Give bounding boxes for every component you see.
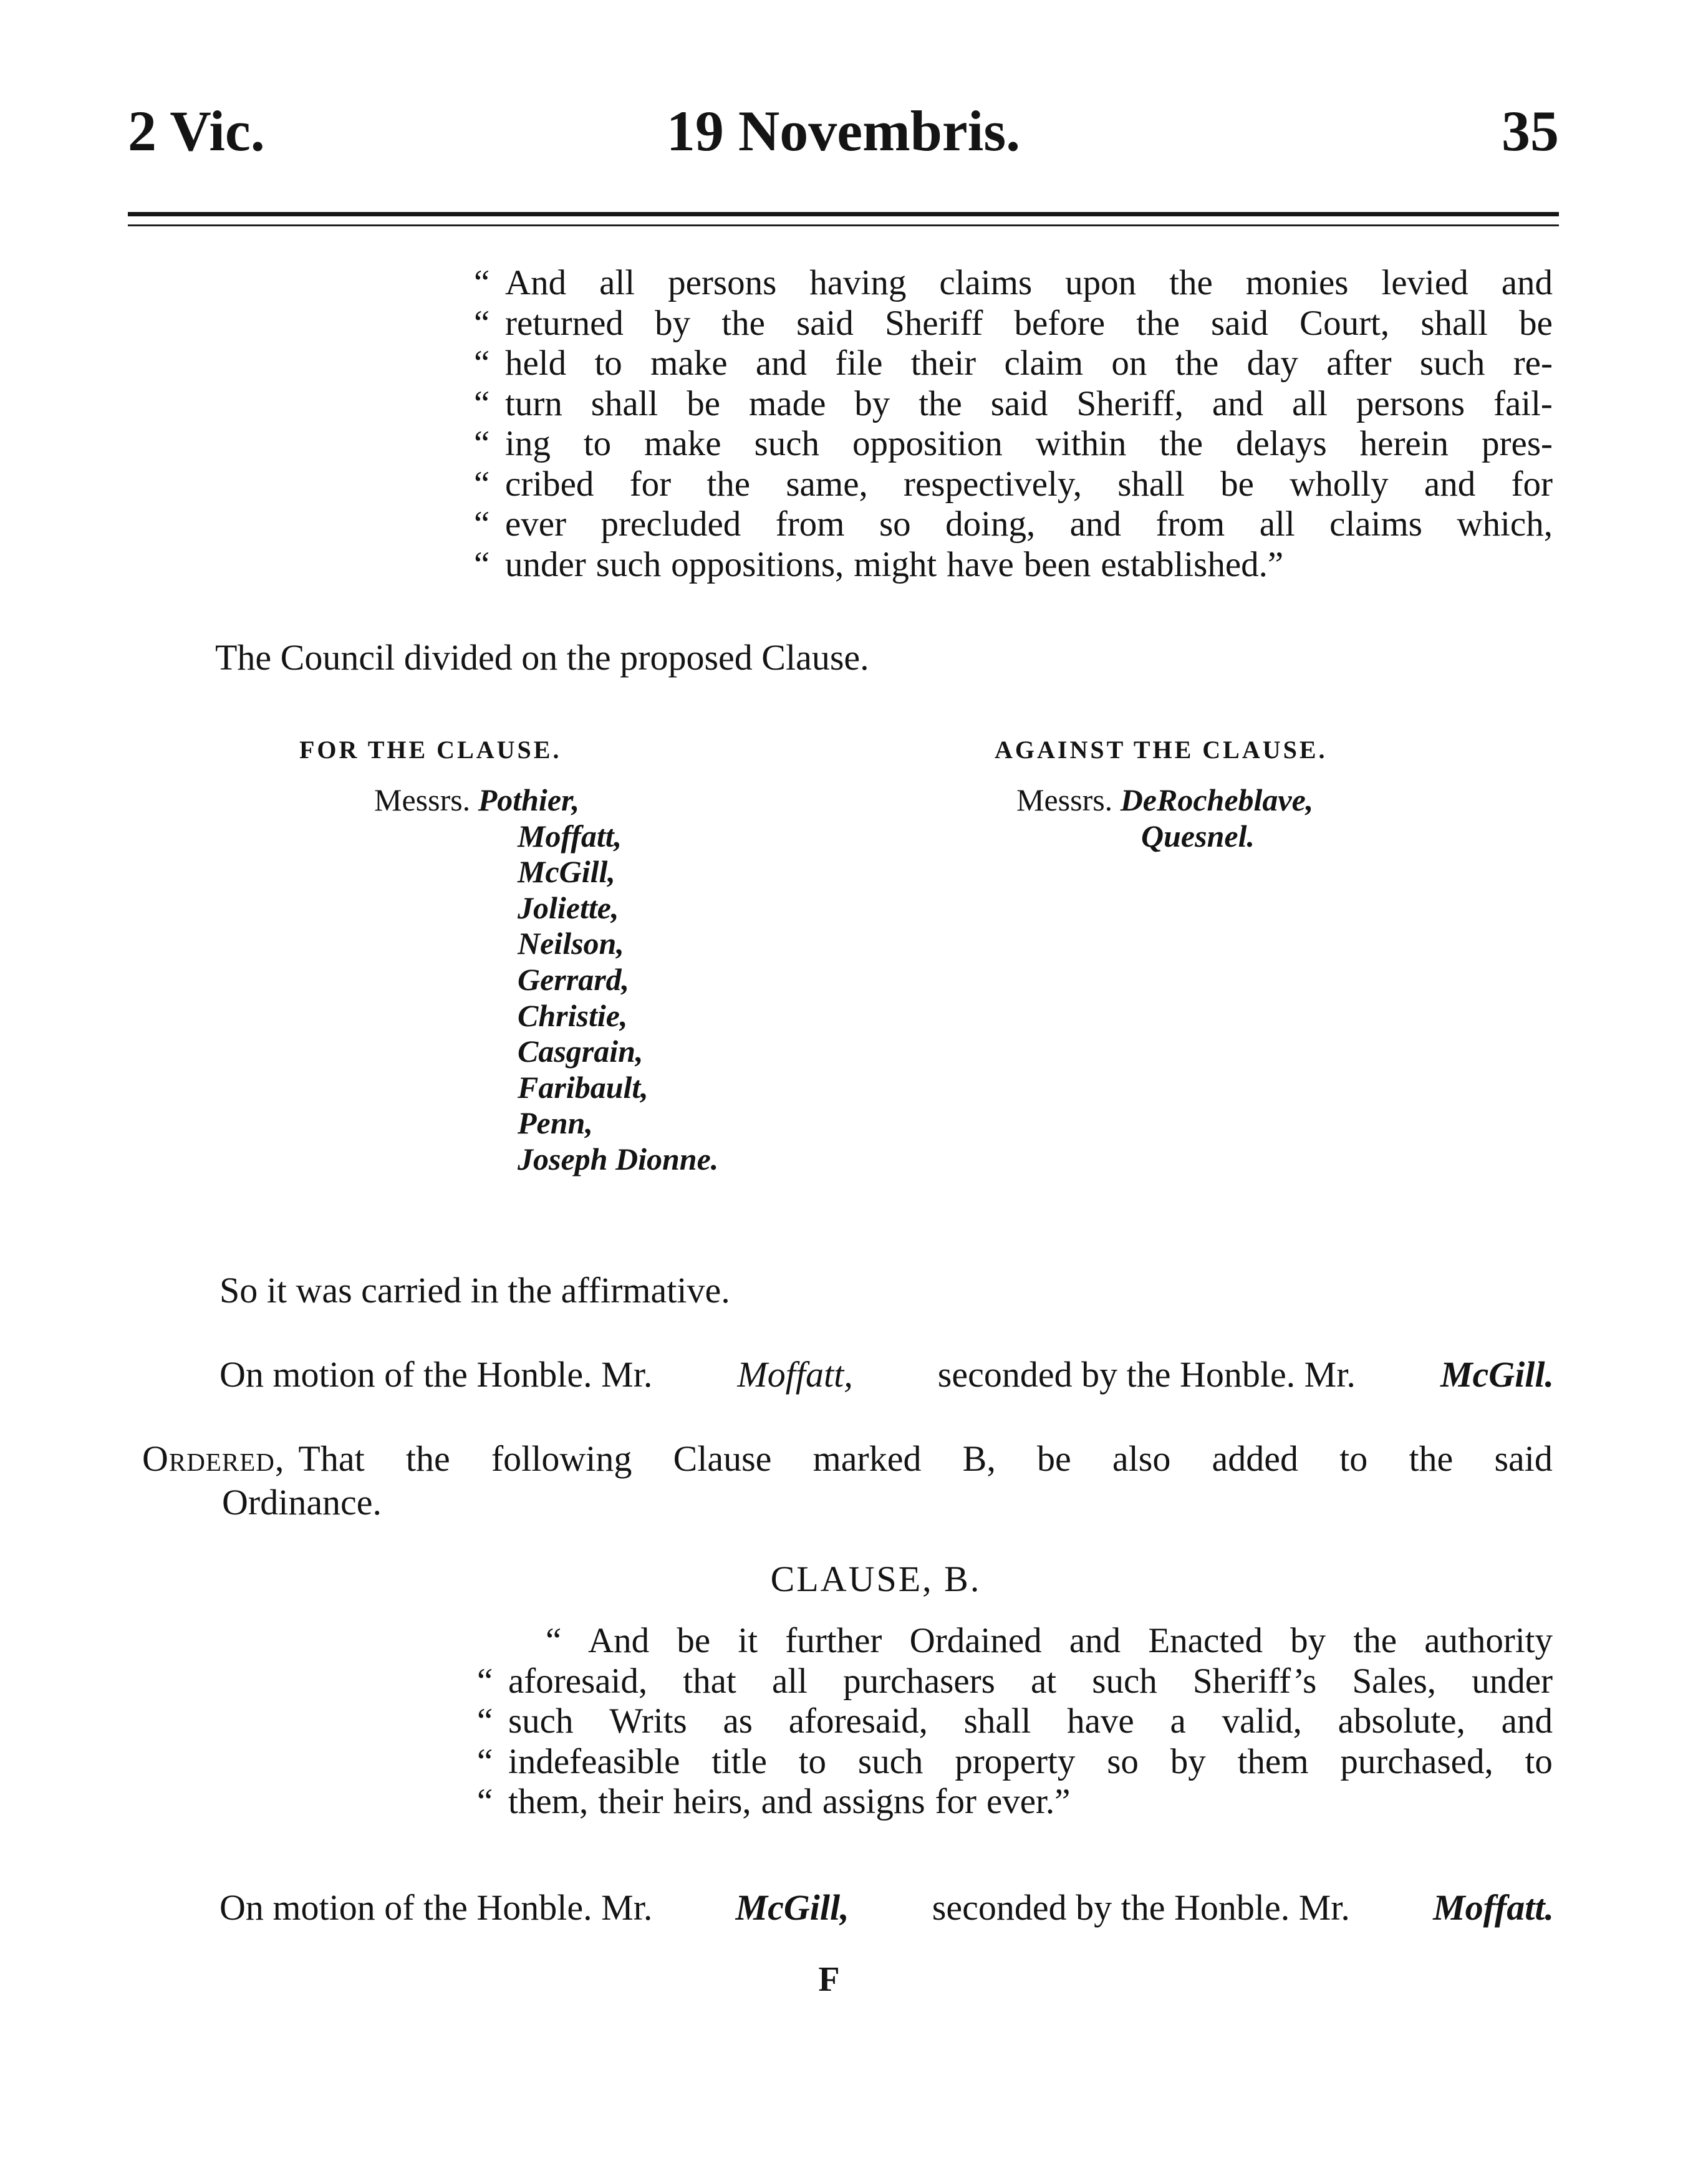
motion-prefix: On motion of the Honble. Mr. — [219, 1354, 653, 1395]
word: aforesaid, — [788, 1701, 928, 1741]
signature-mark: F — [818, 1960, 840, 1999]
quote-mark: “ — [546, 1621, 562, 1660]
list-item — [374, 782, 718, 819]
word: pres- — [1482, 424, 1553, 463]
word: B, — [962, 1438, 996, 1479]
list-item — [374, 819, 718, 855]
member-name: Christie, — [518, 998, 628, 1033]
ordered-lead: Ordered, — [142, 1438, 285, 1479]
quote-line-text — [505, 344, 1553, 384]
quote-mark: “ — [477, 1782, 493, 1821]
quote-line-text — [505, 504, 1553, 545]
member-name: Casgrain, — [518, 1034, 644, 1069]
word: all — [771, 1661, 808, 1701]
word: the — [1175, 344, 1219, 383]
word: further — [785, 1621, 882, 1660]
word: Ordained — [909, 1621, 1042, 1660]
word: the — [721, 303, 765, 343]
quote-line-text — [505, 304, 1553, 344]
word: aforesaid, — [508, 1661, 648, 1701]
list-item — [374, 962, 718, 998]
list-item — [374, 1105, 718, 1142]
word: opposition — [852, 424, 1003, 463]
word: to — [594, 344, 622, 383]
list-item — [374, 1142, 718, 1178]
messrs-label: Messrs. — [374, 782, 471, 817]
clause-a-quote — [474, 263, 1553, 585]
quote-mark: “ — [474, 424, 490, 463]
list-item — [374, 998, 718, 1034]
word: make — [644, 424, 721, 463]
word: them — [1237, 1741, 1309, 1781]
motion-prefix: On motion of the Honble. Mr. — [219, 1887, 653, 1928]
quote-line — [477, 1661, 1553, 1702]
list-item — [374, 926, 718, 962]
member-name: Pothier, — [478, 782, 580, 817]
quote-line — [474, 504, 1553, 545]
quote-mark: “ — [474, 464, 490, 504]
word: such — [508, 1701, 574, 1741]
word: the — [1169, 263, 1213, 302]
word: claim — [1004, 344, 1084, 383]
quote-mark: “ — [477, 1661, 493, 1701]
against-clause-heading: AGAINST THE CLAUSE. — [995, 736, 1328, 764]
word: held — [505, 344, 567, 383]
word: it — [738, 1621, 758, 1660]
word: delays — [1236, 424, 1327, 463]
word: such — [596, 544, 662, 584]
word: herein — [1359, 424, 1449, 463]
word: returned — [505, 303, 624, 343]
word: same, — [786, 464, 868, 504]
motion-middle: seconded by the Honble. Mr. — [932, 1887, 1350, 1928]
word: upon — [1065, 263, 1137, 302]
list-item — [1016, 782, 1313, 819]
motion-mover: McGill, — [735, 1887, 849, 1928]
word: That — [298, 1438, 365, 1479]
word: the — [1159, 424, 1203, 463]
word: have — [1067, 1701, 1134, 1741]
word: the — [1353, 1621, 1397, 1660]
clause-b-title: CLAUSE, B. — [770, 1559, 981, 1599]
clause-b-quote — [477, 1621, 1553, 1822]
quote-line — [474, 544, 1553, 585]
word: indefeasible — [508, 1741, 680, 1781]
quote-line — [474, 344, 1553, 384]
word: might — [854, 544, 937, 584]
word: claims — [1329, 504, 1422, 544]
word: shall — [963, 1701, 1031, 1741]
word: following — [491, 1438, 632, 1479]
word: Writs — [609, 1701, 687, 1741]
word: all — [1292, 383, 1328, 423]
word: all — [599, 263, 635, 302]
word: within — [1035, 424, 1127, 463]
quote-line-text — [508, 1782, 1553, 1822]
word: doing, — [945, 504, 1036, 544]
page-number: 35 — [1502, 99, 1559, 163]
member-name: Moffatt, — [518, 818, 622, 854]
word: under — [505, 544, 586, 584]
word: file — [835, 344, 883, 383]
list-item — [374, 1034, 718, 1070]
quote-line — [474, 464, 1553, 505]
division-intro: The Council divided on the proposed Clause. — [215, 637, 869, 678]
quote-line — [508, 1621, 1553, 1662]
quote-line-text — [508, 1742, 1553, 1782]
word: and — [1501, 1701, 1553, 1741]
word: purchasers — [843, 1661, 995, 1701]
word: Sheriff’s — [1192, 1661, 1317, 1701]
word: by — [854, 383, 890, 423]
ordered-line-1 — [142, 1437, 1553, 1481]
word: all — [1259, 504, 1295, 544]
word: for — [935, 1782, 977, 1821]
word: before — [1014, 303, 1106, 343]
word: said — [796, 303, 854, 343]
list-item — [374, 1070, 718, 1106]
quote-line-text — [508, 1621, 1553, 1662]
word: be — [1037, 1438, 1071, 1479]
word: and — [1501, 263, 1553, 302]
messrs-label: Messrs. — [1016, 782, 1113, 817]
word: shall — [1117, 464, 1185, 504]
word: be — [677, 1621, 711, 1660]
word: claims — [939, 263, 1033, 302]
quote-mark: “ — [474, 303, 490, 343]
word: oppositions, — [671, 544, 844, 584]
word: the — [706, 464, 751, 504]
word: be — [1220, 464, 1254, 504]
word: the — [405, 1438, 450, 1479]
word: precluded — [600, 504, 741, 544]
word: and — [1212, 383, 1264, 423]
quote-mark: “ — [474, 544, 490, 584]
word: after — [1326, 344, 1392, 383]
word: said — [1211, 303, 1268, 343]
quote-line — [477, 1782, 1553, 1822]
word: on — [1111, 344, 1147, 383]
quote-line — [474, 263, 1553, 304]
ordered-words — [298, 1437, 1553, 1481]
motion-paragraph — [219, 1353, 1554, 1397]
quote-line-text — [508, 1701, 1553, 1742]
word: ever — [505, 504, 567, 544]
word: turn — [505, 383, 562, 423]
against-names-list — [1016, 782, 1313, 854]
word: marked — [813, 1438, 922, 1479]
word: having — [809, 263, 907, 302]
word: Court, — [1300, 303, 1390, 343]
word: title — [711, 1741, 767, 1781]
ordered-line-2: Ordinance. — [222, 1482, 382, 1523]
word: from — [775, 504, 845, 544]
quote-mark: “ — [474, 504, 490, 544]
list-item — [374, 854, 718, 890]
header-date: 19 Novembris. — [666, 99, 1021, 163]
list-item — [1016, 819, 1313, 855]
member-name: Penn, — [518, 1105, 593, 1141]
quote-line — [477, 1701, 1553, 1742]
running-head — [128, 94, 1559, 168]
word: day — [1247, 344, 1298, 383]
word: such — [1419, 344, 1485, 383]
quote-mark: “ — [474, 383, 490, 423]
word: fail- — [1493, 383, 1553, 423]
word: and — [761, 1782, 813, 1821]
word: said — [1494, 1438, 1553, 1479]
word: absolute, — [1338, 1701, 1465, 1741]
quote-line-text — [505, 263, 1553, 304]
word: the — [1136, 303, 1180, 343]
word: so — [1107, 1741, 1139, 1781]
word: valid, — [1222, 1701, 1302, 1741]
word: respectively, — [904, 464, 1082, 504]
member-name: Faribault, — [518, 1069, 649, 1105]
word: added — [1212, 1438, 1298, 1479]
word: and — [755, 344, 808, 383]
header-regnal-year: 2 Vic. — [128, 99, 265, 163]
word: to — [583, 424, 612, 463]
word: Clause — [673, 1438, 772, 1479]
word: persons — [668, 263, 777, 302]
word: for — [1511, 464, 1553, 504]
word: make — [650, 344, 728, 383]
word: Sheriff — [885, 303, 983, 343]
word: been — [1023, 544, 1091, 584]
member-name: Neilson, — [518, 926, 624, 961]
word: to — [1525, 1741, 1553, 1781]
member-name: Quesnel. — [1141, 818, 1255, 854]
word: purchased, — [1340, 1741, 1493, 1781]
word: Sheriff, — [1076, 383, 1184, 423]
quote-line — [474, 383, 1553, 425]
word: monies — [1245, 263, 1349, 302]
word: have — [947, 544, 1014, 584]
ordered-paragraph — [142, 1437, 1553, 1524]
motion-seconder: Moffatt. — [1433, 1887, 1554, 1928]
for-names-list — [374, 782, 718, 1178]
word: And — [505, 263, 567, 302]
word: made — [748, 383, 826, 423]
word: persons — [1356, 383, 1465, 423]
list-item — [374, 890, 718, 926]
word: property — [955, 1741, 1076, 1781]
quote-line — [477, 1741, 1553, 1782]
quote-mark: “ — [474, 263, 490, 302]
word: be — [1519, 303, 1553, 343]
word: which, — [1457, 504, 1553, 544]
word: said — [990, 383, 1048, 423]
motion-mover: Moffatt, — [737, 1354, 853, 1395]
word: re- — [1513, 344, 1553, 383]
quote-mark: “ — [477, 1701, 493, 1741]
word: Enacted — [1148, 1621, 1263, 1660]
header-rule-thick — [128, 212, 1559, 216]
word: and — [1069, 504, 1121, 544]
quote-line-text — [505, 424, 1553, 464]
quote-mark: “ — [477, 1741, 493, 1781]
word: also — [1112, 1438, 1171, 1479]
word: at — [1030, 1661, 1057, 1701]
for-clause-heading: FOR THE CLAUSE. — [299, 736, 562, 764]
word: such — [1092, 1661, 1157, 1701]
word: a — [1170, 1701, 1186, 1741]
word: under — [1472, 1661, 1553, 1701]
word: Sales, — [1352, 1661, 1437, 1701]
word: and — [1069, 1621, 1121, 1660]
word: authority — [1424, 1621, 1553, 1660]
word: shall — [591, 383, 658, 423]
division-result: So it was carried in the affirmative. — [219, 1270, 730, 1311]
word: as — [723, 1701, 753, 1741]
word: their — [598, 1782, 663, 1821]
word: by — [1170, 1741, 1206, 1781]
word: ever.” — [986, 1782, 1071, 1821]
word: that — [683, 1661, 736, 1701]
word: the — [1409, 1438, 1454, 1479]
word: heirs, — [673, 1782, 751, 1821]
word: established.” — [1101, 544, 1284, 584]
member-name: McGill, — [518, 854, 615, 890]
word: to — [1339, 1438, 1368, 1479]
motion-seconder: McGill. — [1440, 1354, 1554, 1395]
member-name: Joseph Dionne. — [518, 1141, 719, 1176]
word: ing — [505, 424, 551, 463]
member-name: DeRocheblave, — [1120, 782, 1314, 817]
word: their — [910, 344, 977, 383]
header-rule-thin — [128, 224, 1559, 226]
quote-line — [474, 424, 1553, 464]
motion-paragraph — [219, 1886, 1554, 1930]
word: by — [655, 303, 691, 343]
quote-line-text — [508, 1662, 1553, 1702]
word: the — [919, 383, 962, 423]
word: from — [1155, 504, 1225, 544]
word: and — [1424, 464, 1476, 504]
word: by — [1290, 1621, 1326, 1660]
word: for — [629, 464, 672, 504]
quote-line — [474, 303, 1553, 344]
quote-mark: “ — [474, 344, 490, 383]
word: wholly — [1290, 464, 1389, 504]
word: them, — [508, 1782, 589, 1821]
motion-middle: seconded by the Honble. Mr. — [937, 1354, 1356, 1395]
word: to — [798, 1741, 827, 1781]
word: cribed — [505, 464, 594, 504]
word: so — [879, 504, 911, 544]
word: assigns — [822, 1782, 925, 1821]
quote-line-text — [505, 384, 1553, 425]
word: And — [588, 1621, 650, 1660]
word: such — [754, 424, 820, 463]
word: such — [857, 1741, 923, 1781]
word: levied — [1381, 263, 1468, 302]
word: be — [687, 383, 721, 423]
member-name: Joliette, — [518, 890, 619, 925]
word: shall — [1420, 303, 1488, 343]
member-name: Gerrard, — [518, 961, 630, 997]
quote-line-text — [505, 545, 1553, 585]
quote-line-text — [505, 464, 1553, 505]
